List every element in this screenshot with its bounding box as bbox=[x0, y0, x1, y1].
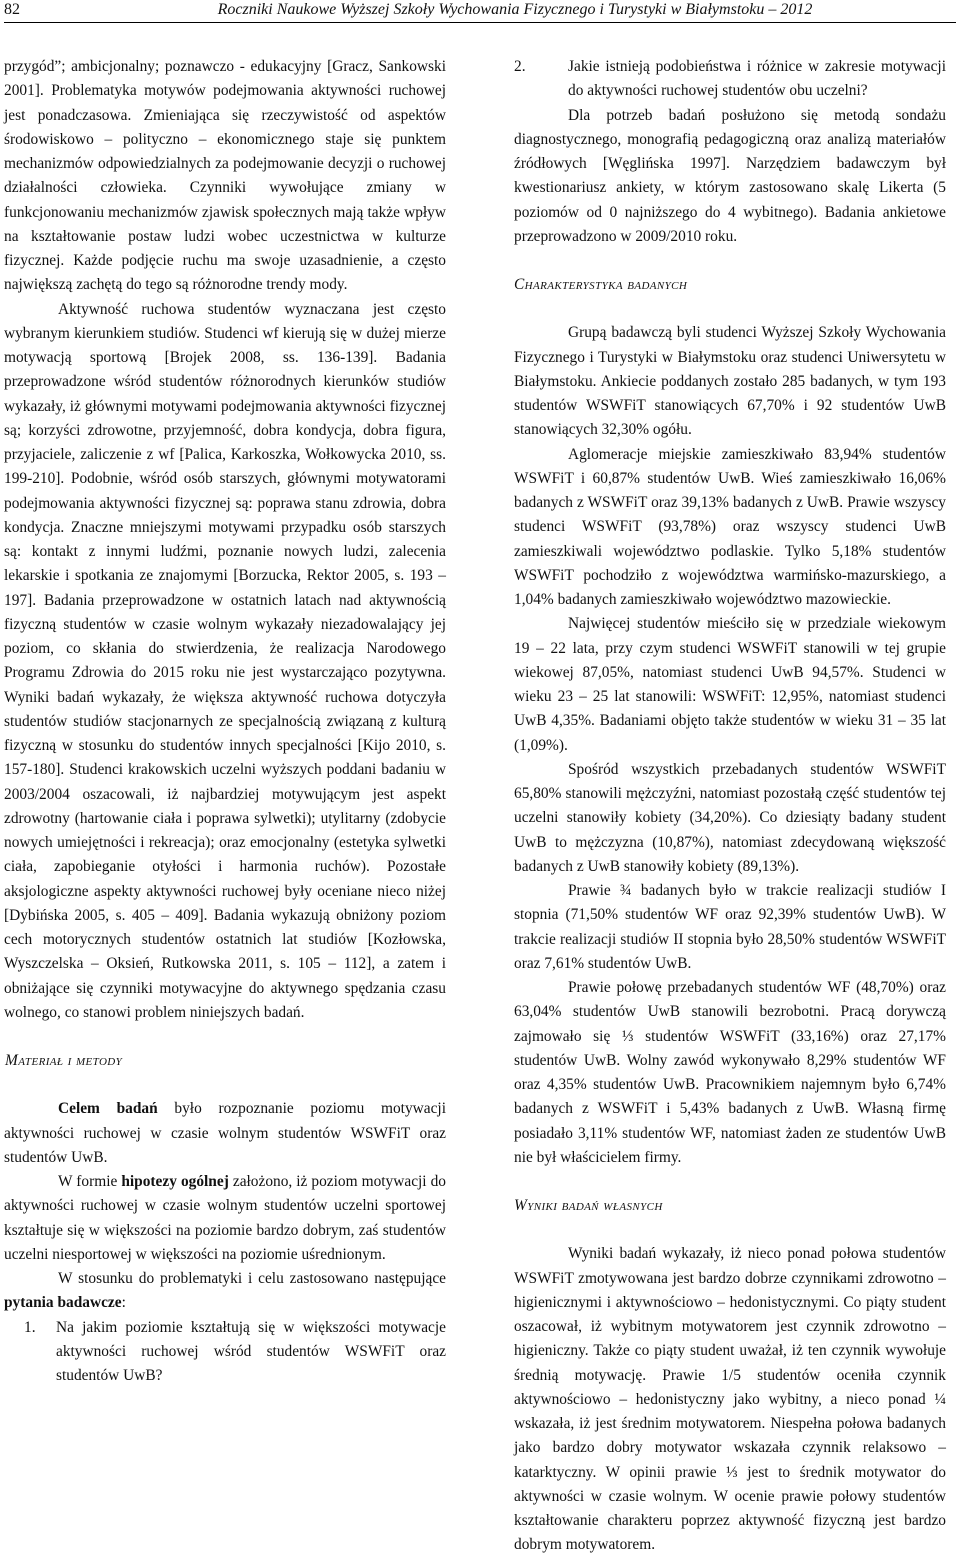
list-text: Jakie istnieją podobieństwa i różnice w zakresie motywacji do aktywności ruchowej studentów obu uczelni? bbox=[568, 58, 946, 100]
paragraph: Aktywność ruchowa studentów wyznaczana jest często wybranym kierunkiem studiów. Studenci wf kierują się w dużej mierze motywacją sportową [Brojek 2008, ss. 136-139]. Badania przeprowadzone wśród studentów różnorodnych kierunków studiów wykazały, iż głównymi motywami podejmowania aktywności fizycznej są; korzyści zdrowotne, przyjemność, dobra kondycja, dobra figura, przyjaciele, zaliczenie z wf [Palica, Karkoszka, Wołkowycka 2010, ss. 199-210]. Podobnie, wśród osób starszych, głównymi motywatorami podejmowania aktywności fizycznej są: poprawa stanu zdrowia, dobra kondycja. Znaczne mniejszymi motywami przypadku osób starszych są: kontakt z innymi ludźmi, poznanie nowych ludzi, zalecenia lekarskie i spotkania ze znajomymi [Borzucka, Rektor 2005, s. 193 – 197]. Badania przeprowadzone w ostatnich latach nad aktywnością fizyczną studentów w czasie wolnym wykazały niezadowalający jej poziom, co skłania do stwierdzenia, że realizacja Narodowego Programu Zdrowia do 2015 roku nie jest wystarczająco pozytywna. Wyniki badań wykazały, że większa aktywność ruchowa dotyczyła studentów studiów stacjonarnych ze specjalnością związaną z kulturą fizyczną w stosunku do studentów innych specjalności [Kijo 2010, s. 157-180]. Studenci krakowskich uczelni wyższych poddani badaniu w 2003/2004 oszacowali, iż najbardziej motywującym jest aspekt zdrowotny (hartowanie ciała i poprawa sylwetki); utylitarny (zdobycie nowych umiejętności i rekreacja); oraz emocjonalny (estetyka sylwetki ciała, zapobieganie otyłości i harmonia ruchów). Pozostałe aksjologiczne aspekty aktywności ruchowej były oceniane nieco niżej [Dybińska 2005, s. 405 – 409]. Badania wykazują obniżony poziom cech motorycznych studentów ostatnich lat studiów [Kozłowska, Wyszczelska – Oksień, Rutkowska 2011, s. 105 – 112], a zatem i obniżające się czynniki motywacyjne do aktywnego spędzania czasu wolnego, co stanowi problem niniejszych badań. bbox=[4, 300, 446, 1021]
paragraph-text: było rozpoznanie poziomu motywacji aktywności ruchowej w czasie wolnym studentów WSWFiT oraz studentów UwB. bbox=[4, 1100, 446, 1166]
list-number: 2. bbox=[514, 58, 526, 75]
running-header bbox=[4, 0, 956, 23]
paragraph: przygód”; ambicjonalny; poznawczo - edukacyjny [Gracz, Sankowski 2001]. Problematyka motywów podejmowania aktywności ruchowej jest ponadczasowa. Zmieniająca się rzeczywistość od aspektów środowiskowo – polityczno – ekonomicznego staje się punktem mechanizmów odpowiedzialnych za podejmowanie decyzji o ruchowej działalności człowieka. Czynniki wywołujące zmiany w funkcjonowaniu mechanizmów zjawisk społecznych mają także wpływ na kształtowanie postaw ludzi wobec uczestnictwa w kulturze fizycznej. Każde podjęcie ruchu ma swoje uzasadnienie, a często największą zachętą do tego są różnorodne trendy mody. bbox=[4, 58, 446, 294]
section-heading-methods: Materiał i metody bbox=[5, 1052, 123, 1069]
paragraph: Grupą badawczą byli studenci Wyższej Szkoły Wychowania Fizycznego i Turystyki w Białymstoku oraz studenci Uniwersytetu w Białymstoku. Ankiecie poddanych zostało 285 badanych, w tym 193 studentów WSWFiT stanowiących 67,70% i 92 studentów UwB stanowiących 32,30% ogółu. bbox=[514, 324, 946, 439]
list-text: Na jakim poziomie kształtują się w większości motywacje aktywności ruchowej wśród studentów WSWFiT oraz studentów UwB? bbox=[56, 1318, 446, 1384]
paragraph-text: założono, iż poziom motywacji do aktywności ruchowej w czasie wolnym studentów uczelni sportowej kształtuje się w większości na poziomie bardzo dobrym, zaś studentów uczelni niesportowej w większości na poziomie uśrednionym. bbox=[4, 1173, 447, 1263]
research-question-1 bbox=[4, 1316, 446, 1389]
emphasis: Celem badań bbox=[58, 1100, 158, 1118]
paragraph: Aglomeracje miejskie zamieszkiwało 83,94% studentów WSWFiT i 60,87% studentów UwB. Wieś zamieszkiwało 16,06% badanych z WSWFiT oraz 39,13% badanych z UwB. Prawie wszyscy studenci WSWFiT (93,78%) oraz wszyscy studenci UwB zamieszkiwali województwo podlaskie. Tylko 5,18% studentów WSWFiT pochodziło z województwa warmińsko-mazurskiego, a 1,04% badanych zamieszkiwało województwo mazowieckie. bbox=[514, 445, 946, 608]
emphasis: pytania badawcze bbox=[4, 1294, 122, 1312]
paragraph bbox=[4, 1267, 446, 1316]
section-heading-characteristics: Charakterystyka badanych bbox=[514, 276, 688, 293]
paragraph: Prawie połowę przebadanych studentów WF (48,70%) oraz 63,04% studentów UwB stanowili bezrobotni. Pracą dorywczą zajmowało się ⅓ studentów WSWFiT (33,16%) oraz 27,17% studentów UwB. Wolny zawód wykonywało 8,29% studentów WF oraz 4,35% studentów UwB. Pracownikiem najemnym było 6,74% badanych z WSWFiT i 5,43% badanych z UwB. Własną firmę posiadało 3,11% studentów WF, natomiast żaden ze studentów UwB nie był właścicielem firmy. bbox=[514, 979, 946, 1166]
paragraph bbox=[4, 1097, 446, 1170]
right-column bbox=[514, 55, 946, 1558]
page-number: 82 bbox=[4, 1, 20, 18]
paragraph-text: W stosunku do problematyki i celu zastosowano następujące bbox=[58, 1270, 446, 1287]
journal-title: Roczniki Naukowe Wyższej Szkoły Wychowania Fizycznego i Turystyki w Białymstoku – 2012 bbox=[217, 1, 813, 18]
paragraph: Spośród wszystkich przebadanych studentów WSWFiT 65,80% stanowili mężczyźni, natomiast pozostałą część studentów tej uczelni stanowiły kobiety (34,20%). Co dziesiąty badany student UwB to mężczyzna (10,87%), natomiast zdecydowaną większość badanych z UwB stanowiły kobiety (89,13%). bbox=[514, 760, 946, 875]
paragraph: Prawie ¾ badanych było w trakcie realizacji studiów I stopnia (71,50% studentów WF oraz 92,39% studentów UwB). W trakcie realizacji studiów II stopnia było 28,50% studentów WSWFiT oraz 7,61% studentów UwB. bbox=[514, 882, 946, 972]
left-column bbox=[4, 55, 446, 1388]
paragraph bbox=[4, 1170, 446, 1267]
paragraph: Dla potrzeb badań posłużono się metodą sondażu diagnostycznego, monografią pedagogiczną oraz analizą materiałów źródłowych [Węglińska 1997]. Narzędziem badawczym był kwestionariusz ankiety, w którym zastosowano skalę Likerta (5 poziomów od 0 najniższego do 4 wybitnego). Badania ankietowe przeprowadzono w 2009/2010 roku. bbox=[514, 106, 946, 245]
research-question-2 bbox=[514, 55, 946, 104]
section-heading-results: Wyniki badań własnych bbox=[514, 1197, 663, 1214]
paragraph-text: W formie bbox=[58, 1173, 122, 1190]
emphasis: hipotezy ogólnej bbox=[121, 1173, 229, 1190]
paragraph-text: : bbox=[121, 1294, 126, 1312]
paragraph: Wyniki badań wykazały, iż nieco ponad połowa studentów WSWFiT zmotywowana jest bardzo dobrze czynnikami zdrowotno – higienicznymi i aktywnościowo – hedonistycznymi. Co piąty student oszacował, iż wybitnym motywatorem jest czynnik zdrowotno – higieniczny. Także co piąty student uważał, iż ten czynnik wywołuje średnią motywację. Prawie 1/5 studentów oceniła czynnik aktywnościowo – hedonistyczny jako wybitny, a nieco ponad ¼ wskazała, iż jest średnim motywatorem. Niespełna połowa badanych jako bardzo dobry motywator wskazała czynnik relaksowo – katarktyczny. W opinii prawie ⅓ jest to średnik motywator do aktywności w czasie wolnym. W ocenie prawie połowy studentów kształtowanie charakteru poprzez aktywność fizyczną jest bardzo dobrym motywatorem. bbox=[514, 1245, 946, 1554]
list-number: 1. bbox=[24, 1318, 36, 1336]
paragraph: Najwięcej studentów mieściło się w przedziale wiekowym 19 – 22 lata, przy czym studenci WSWFiT stanowili w tej grupie wiekowej 87,05%, natomiast studenci UwB 94,57%. Studenci w wieku 23 – 25 lat stanowili: WSWFiT: 12,95%, natomiast studenci UwB 4,35%. Badaniami objęto także studentów w wieku 31 – 35 lat (1,09%). bbox=[514, 615, 946, 754]
